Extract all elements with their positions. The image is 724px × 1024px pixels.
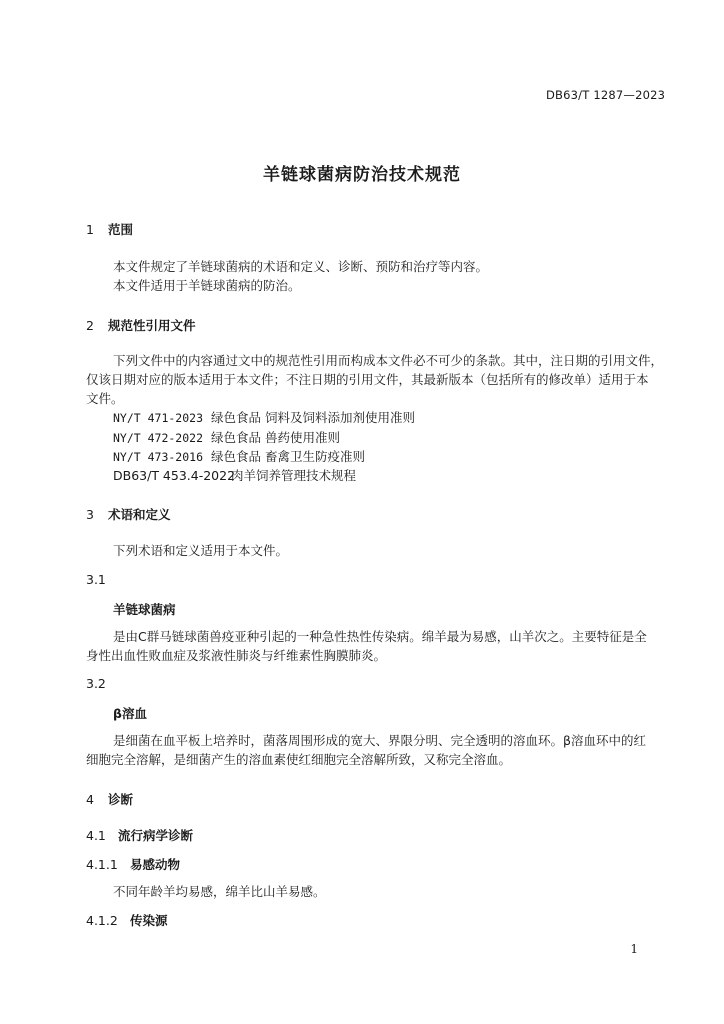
standard-code: DB63/T 1287—2023: [546, 88, 666, 102]
paragraph: 下列术语和定义适用于本文件。: [113, 543, 289, 558]
definition-line: 是由C群马链球菌兽疫亚种引起的一种急性热性传染病。绵羊最为易感，山羊次之。主要特征是全: [113, 629, 647, 644]
section-number: 1: [86, 222, 94, 237]
subsection-heading: [86, 855, 180, 873]
subsection-heading: [86, 826, 193, 844]
term-number: 3.2: [86, 676, 106, 691]
document-title: 羊链球菌病防治技术规范: [263, 165, 461, 185]
reference-item: [113, 408, 415, 426]
subsection-heading: [86, 911, 168, 929]
paragraph: 本文件适用于羊链球菌病的防治。: [113, 278, 301, 293]
reference-item: [113, 447, 365, 465]
reference-code: NY/T 471-2023: [113, 411, 204, 425]
section-title: 易感动物: [130, 857, 181, 872]
definition-line: 是细菌在血平板上培养时，菌落周围形成的宽大、界限分明、完全透明的溶血环。β溶血环中的红: [113, 733, 646, 748]
term-number: 3.1: [86, 572, 106, 587]
section-title: 诊断: [108, 792, 134, 807]
reference-item: [113, 428, 340, 446]
section-title: 流行病学诊断: [118, 828, 194, 843]
section-number: 4.1.1: [86, 857, 118, 872]
paragraph-line: 下列文件中的内容通过文中的规范性引用而构成本文件必不可少的条款。其中，注日期的引用文件，: [113, 353, 664, 368]
reference-name: 绿色食品 畜禽卫生防疫准则: [211, 449, 365, 464]
reference-name: 绿色食品 饲料及饲料添加剂使用准则: [211, 410, 415, 425]
definition-line: 身性出血性败血症及浆液性肺炎与纤维素性胸膜肺炎。: [86, 648, 387, 663]
section-1-heading: [86, 220, 133, 238]
reference-code: DB63/T 453.4-2022: [113, 468, 236, 483]
paragraph: 本文件规定了羊链球菌病的术语和定义、诊断、预防和治疗等内容。: [113, 259, 489, 274]
section-3-heading: [86, 505, 171, 523]
reference-code: NY/T 473-2016: [113, 450, 204, 464]
reference-name: 肉羊饲养管理技术规程: [231, 468, 357, 483]
section-number: 3: [86, 507, 94, 522]
section-title: 范围: [108, 222, 134, 237]
section-number: 4: [86, 792, 94, 807]
reference-item: [113, 466, 356, 484]
section-title: 术语和定义: [108, 507, 171, 522]
definition-line: 细胞完全溶解，是细菌产生的溶血素使红细胞完全溶解所致，又称完全溶血。: [86, 752, 512, 767]
term-name: β溶血: [113, 706, 147, 721]
reference-code: NY/T 472-2022: [113, 431, 204, 445]
section-4-heading: [86, 790, 133, 808]
term-name: 羊链球菌病: [113, 602, 176, 617]
paragraph: 不同年龄羊均易感，绵羊比山羊易感。: [113, 884, 326, 899]
section-title: 传染源: [130, 913, 168, 928]
paragraph-line: 文件。: [86, 391, 124, 406]
section-number: 4.1: [86, 828, 106, 843]
reference-name: 绿色食品 兽药使用准则: [211, 430, 340, 445]
section-number: 2: [86, 318, 94, 333]
section-title: 规范性引用文件: [108, 318, 196, 333]
paragraph-line: 仅该日期对应的版本适用于本文件；不注日期的引用文件，其最新版本（包括所有的修改单）适用于本: [86, 372, 649, 387]
section-number: 4.1.2: [86, 913, 118, 928]
section-2-heading: [86, 316, 196, 334]
page-number: 1: [630, 942, 638, 956]
